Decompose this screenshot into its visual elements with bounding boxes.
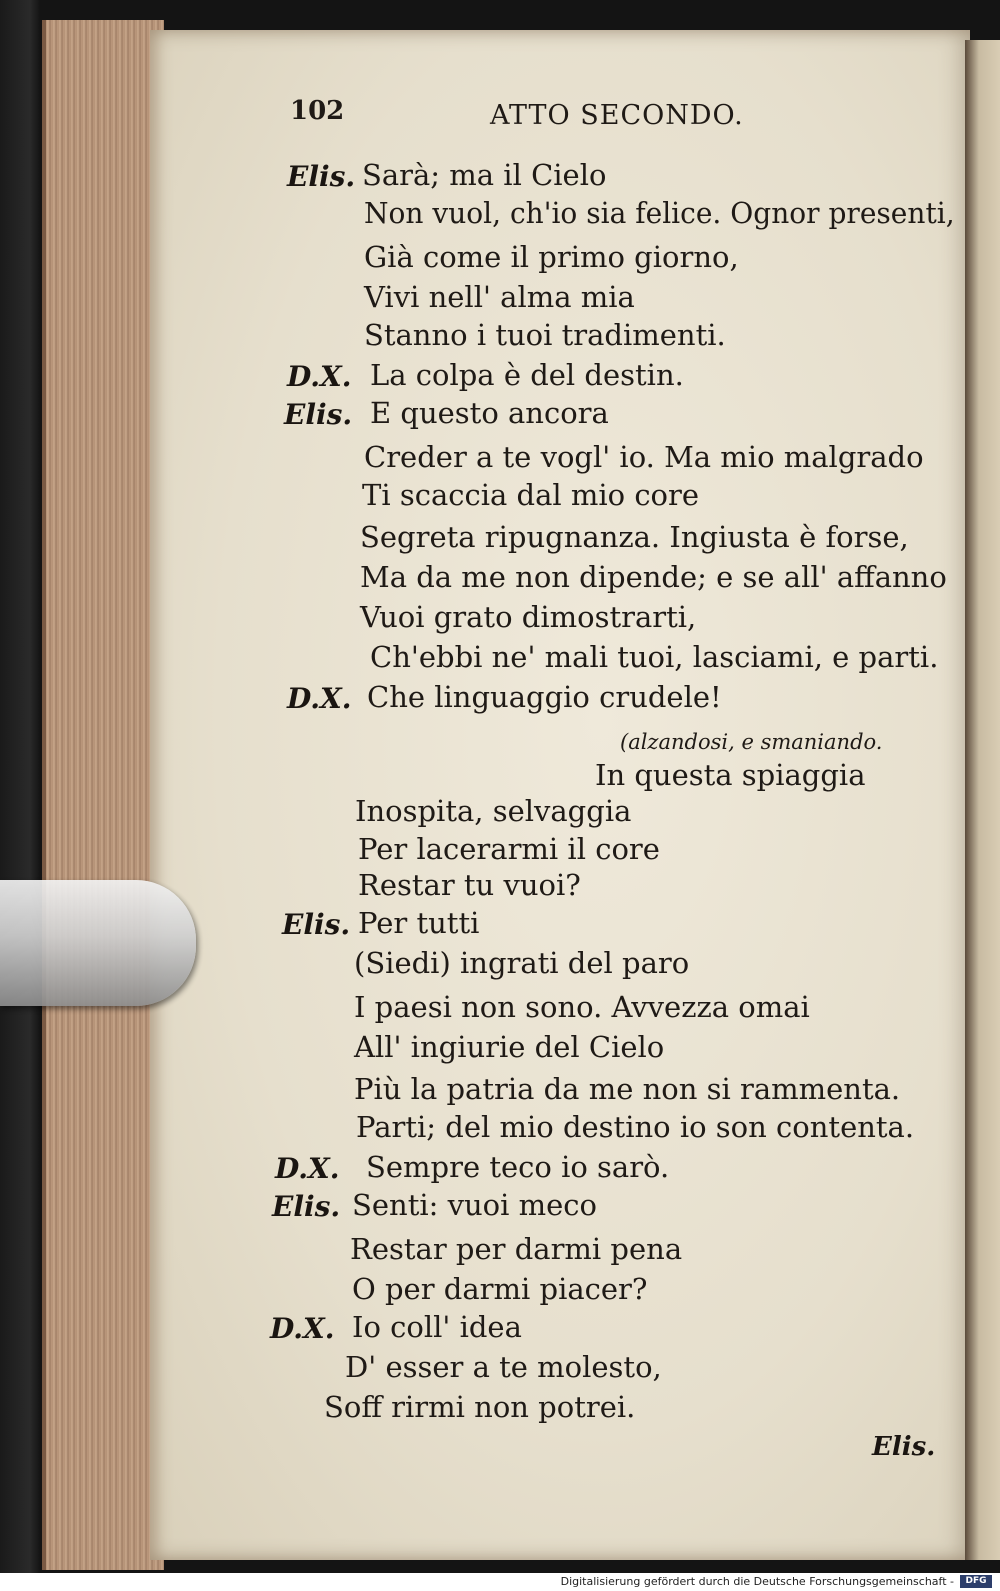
speaker-label: D.X.	[275, 1152, 340, 1185]
verse-line: (Siedi) ingrati del paro	[354, 946, 690, 980]
verse-line: I paesi non sono. Avvezza omai	[354, 990, 810, 1024]
verse-line: Ch'ebbi ne' mali tuoi, lasciami, e parti.	[370, 640, 939, 674]
verse-line: D' esser a te molesto,	[345, 1350, 662, 1384]
verse-line: Ti scaccia dal mio core	[362, 478, 700, 512]
verse-line: Vuoi grato dimostrarti,	[360, 600, 697, 634]
verse-line: Creder a te vogl' io. Ma mio malgrado	[364, 440, 924, 474]
verse-line: Più la patria da me non si rammenta.	[354, 1072, 901, 1106]
speaker-label: D.X.	[270, 1312, 335, 1345]
facing-page-edge	[965, 40, 1000, 1560]
verse-line: Soff rirmi non potrei.	[324, 1390, 636, 1424]
stage-direction: (alzandosi, e smaniando.	[620, 730, 883, 754]
verse-line: Per lacerarmi il core	[358, 832, 660, 866]
verse-line: Restar tu vuoi?	[358, 868, 581, 902]
bookmark-slip	[0, 880, 196, 1006]
speaker-label: Elis.	[272, 1190, 341, 1223]
verse-line: Parti; del mio destino io son contenta.	[356, 1110, 915, 1144]
verse-line: Stanno i tuoi tradimenti.	[364, 318, 726, 352]
verse-line: Io coll' idea	[352, 1310, 522, 1344]
verse-line: In questa spiaggia	[595, 758, 866, 792]
verse-line: La colpa è del destin.	[370, 358, 684, 392]
dfg-logo: DFG	[960, 1575, 992, 1588]
verse-line: Vivi nell' alma mia	[364, 280, 635, 314]
speaker-label: Elis.	[282, 908, 351, 941]
verse-line: Senti: vuoi meco	[352, 1188, 597, 1222]
page-stack-edge	[42, 20, 164, 1570]
verse-line: Inospita, selvaggia	[355, 794, 632, 828]
speaker-label: D.X.	[287, 360, 352, 393]
verse-line: Per tutti	[358, 906, 480, 940]
verse-line: Sempre teco io sarò.	[366, 1150, 670, 1184]
speaker-label: D.X.	[287, 682, 352, 715]
verse-line: Sarà; ma il Cielo	[362, 158, 607, 192]
speaker-label: Elis.	[287, 160, 356, 193]
verse-line: Ma da me non dipende; e se all' affanno	[360, 560, 947, 594]
page-number: 102	[290, 96, 345, 126]
verse-line: All' ingiurie del Cielo	[354, 1030, 665, 1064]
digitization-credit: Digitalisierung gefördert durch die Deutsche Forschungsgemeinschaft -	[560, 1575, 954, 1588]
verse-line: Restar per darmi pena	[350, 1232, 683, 1266]
running-head-title: ATTO SECONDO.	[490, 100, 744, 131]
verse-line: E questo ancora	[370, 396, 609, 430]
verse-line: Che linguaggio crudele!	[367, 680, 722, 714]
verse-line: Già come il primo giorno,	[364, 240, 739, 274]
verse-line: O per darmi piacer?	[352, 1272, 648, 1306]
verse-line: Segreta ripugnanza. Ingiusta è forse,	[360, 520, 909, 554]
speaker-label: Elis.	[284, 398, 353, 431]
catchword: Elis.	[872, 1432, 936, 1462]
verse-line: Non vuol, ch'io sia felice. Ognor presenti,	[364, 196, 955, 230]
